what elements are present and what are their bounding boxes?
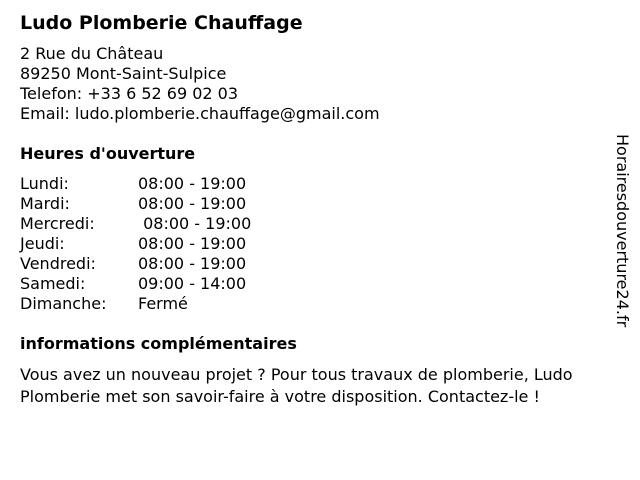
hours-row-thursday	[20, 234, 610, 254]
site-watermark: Horairesdouverture24.fr	[613, 134, 632, 328]
business-card	[20, 10, 610, 424]
opening-hours-table	[20, 174, 610, 314]
address-block	[20, 44, 610, 124]
phone-number: Telefon: +33 6 52 69 02 03	[20, 84, 239, 103]
hours-day: Lundi:	[20, 174, 69, 193]
hours-day: Mercredi:	[20, 214, 95, 233]
hours-day: Vendredi:	[20, 254, 96, 273]
postal-city: 89250 Mont-Saint-Sulpice	[20, 64, 227, 83]
hours-row-sunday	[20, 294, 610, 314]
hours-heading: Heures d'ouverture	[20, 144, 196, 163]
hours-day: Samedi:	[20, 274, 86, 293]
hours-time: 09:00 - 14:00	[138, 274, 247, 293]
hours-row-friday	[20, 254, 610, 274]
hours-time: 08:00 - 19:00	[138, 234, 247, 253]
hours-time: 08:00 - 19:00	[138, 194, 247, 213]
hours-row-tuesday	[20, 194, 610, 214]
hours-day: Mardi:	[20, 194, 70, 213]
hours-time: Fermé	[138, 294, 188, 313]
hours-time: 08:00 - 19:00	[138, 214, 252, 233]
email-address: Email: ludo.plomberie.chauffage@gmail.com	[20, 104, 380, 123]
hours-row-wednesday	[20, 214, 610, 234]
business-name: Ludo Plomberie Chauffage	[20, 12, 303, 34]
hours-time: 08:00 - 19:00	[138, 174, 247, 193]
hours-row-monday	[20, 174, 610, 194]
street-address: 2 Rue du Château	[20, 44, 164, 63]
hours-time: 08:00 - 19:00	[138, 254, 247, 273]
info-heading: informations complémentaires	[20, 334, 297, 353]
hours-day: Jeudi:	[20, 234, 65, 253]
hours-row-saturday	[20, 274, 610, 294]
info-description: Vous avez un nouveau projet ? Pour tous travaux de plomberie, Ludo Plomberie met son savoir-faire à votre disposition. Contactez-le !	[20, 365, 573, 406]
hours-day: Dimanche:	[20, 294, 107, 313]
